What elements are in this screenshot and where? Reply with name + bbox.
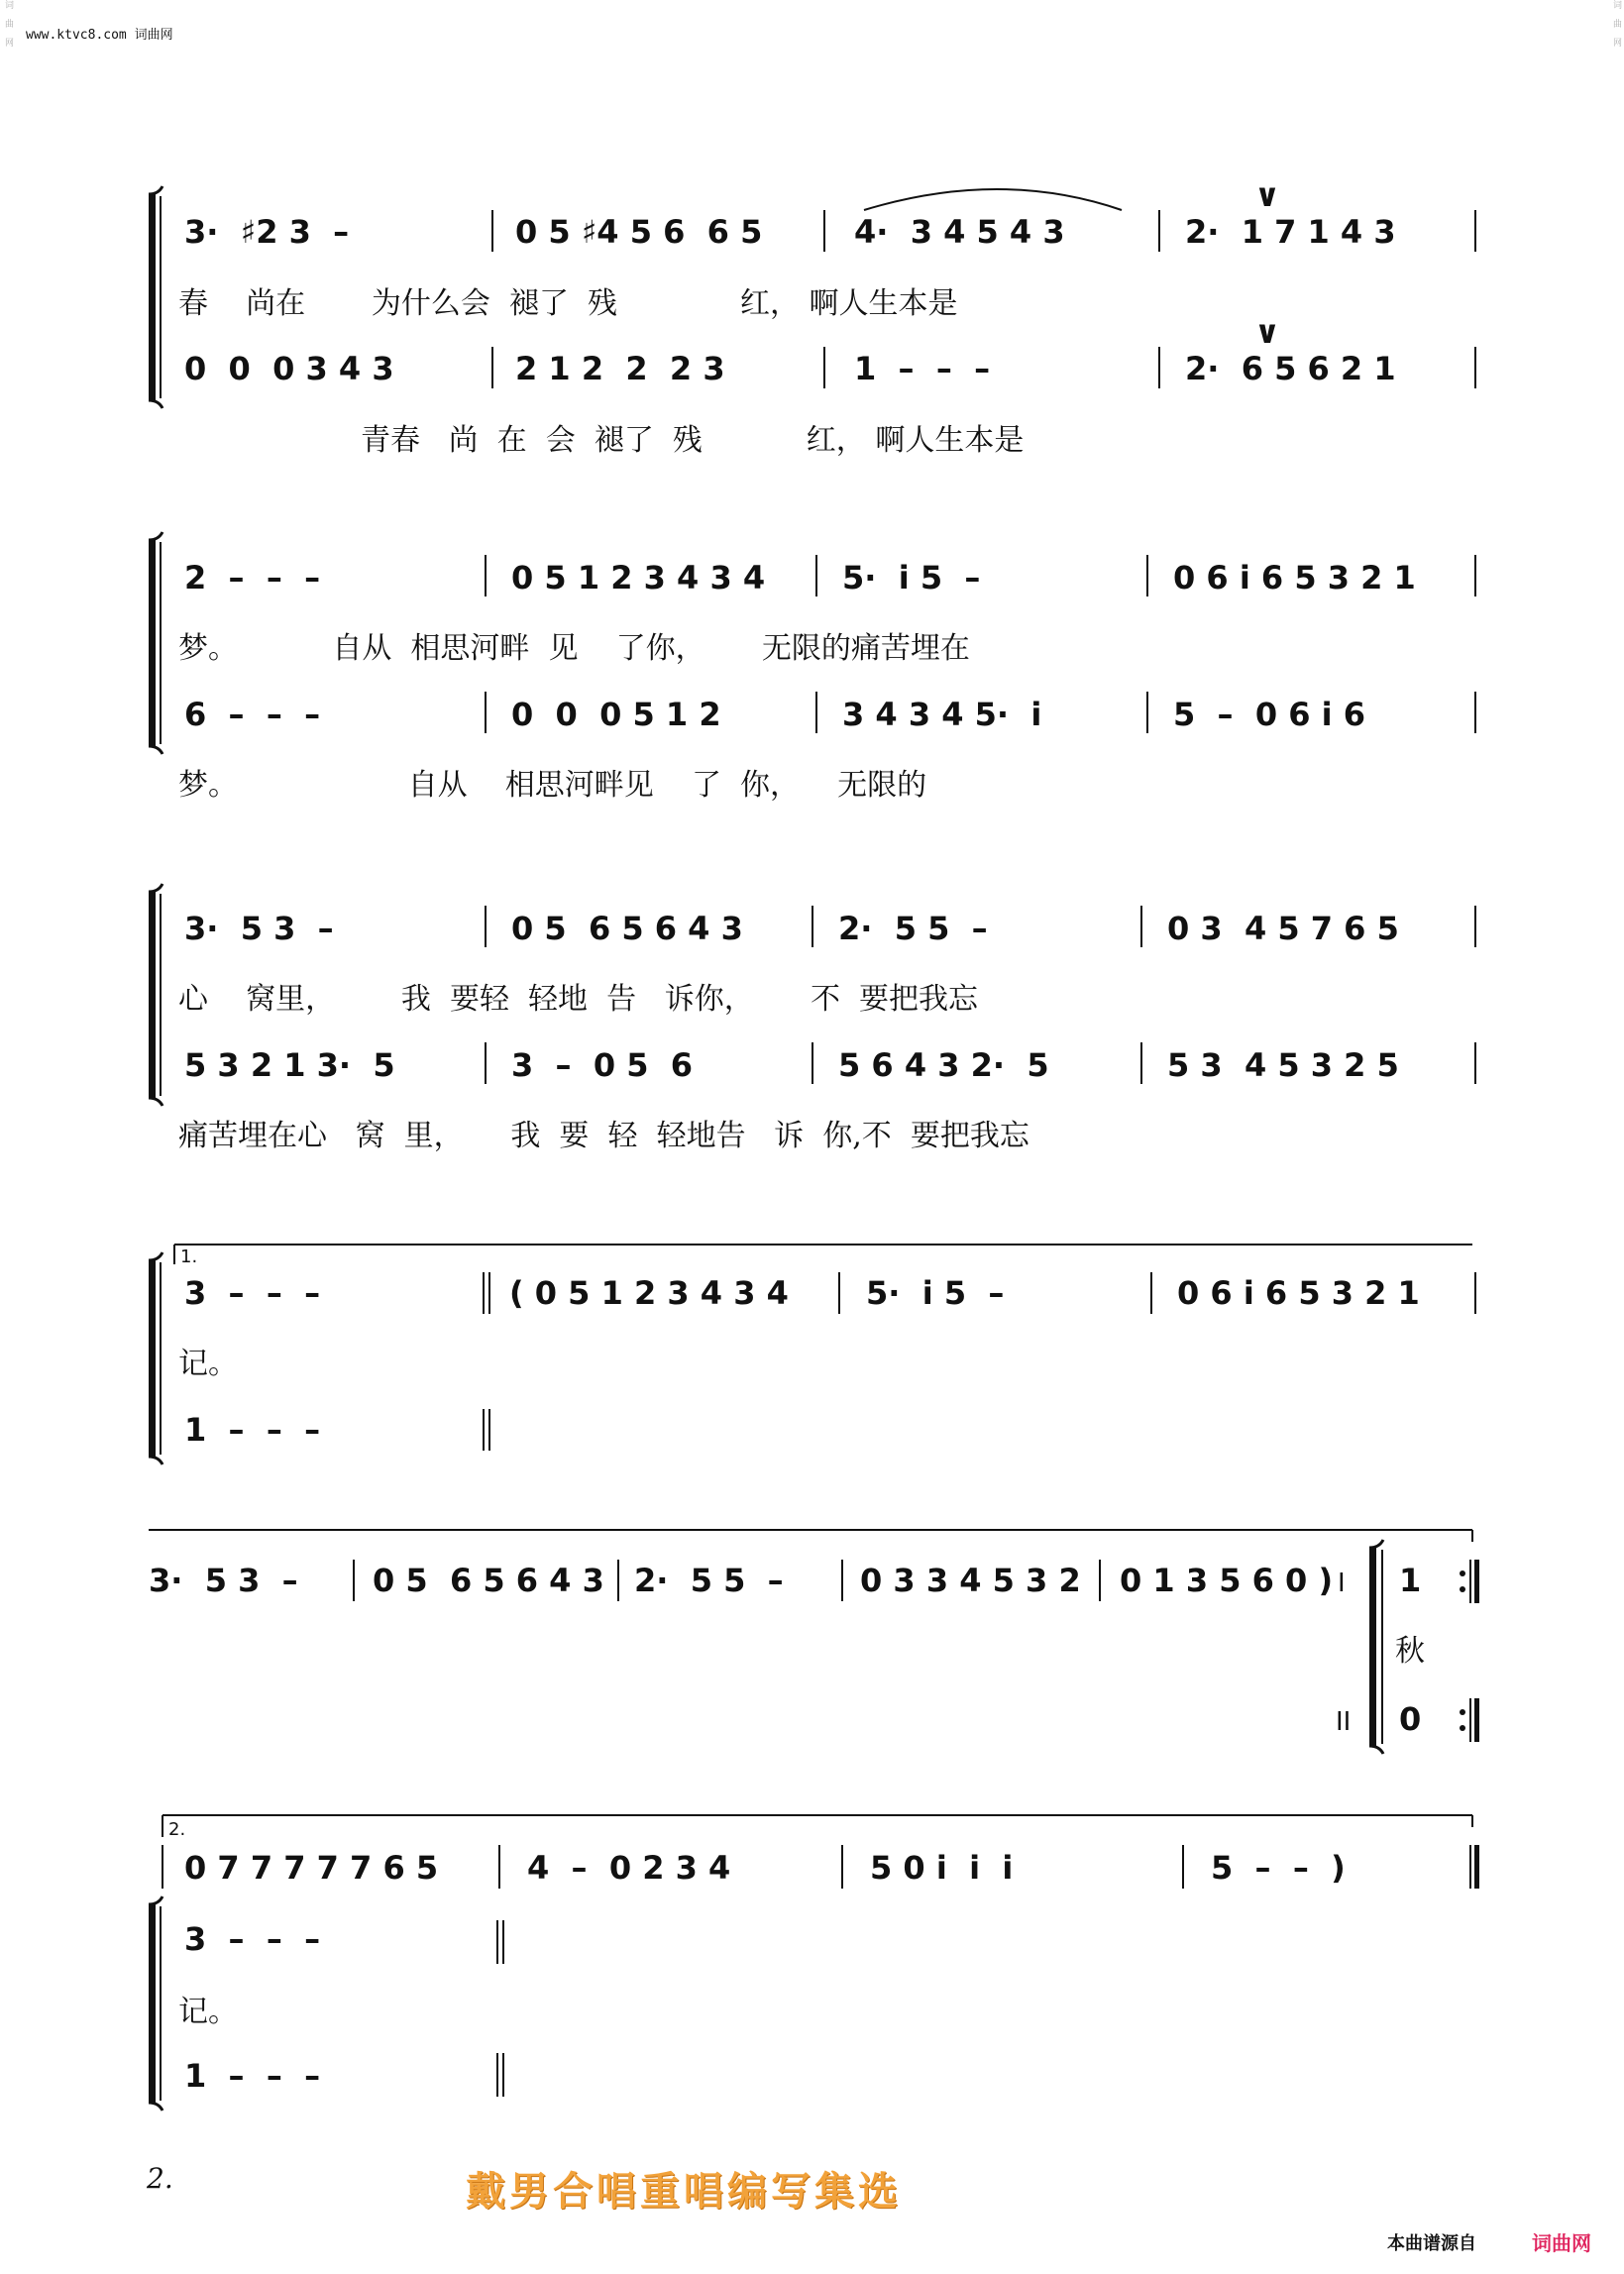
s2-upper-lyrics: 梦。 自从 相思河畔 见 了你， 无限的痛苦埋在 xyxy=(178,631,970,666)
svg-text:∨: ∨ xyxy=(1254,313,1280,351)
s3-upper-m4: 0 3 4 5 7 6 5 xyxy=(1167,910,1399,947)
s6-top-m2: 4 – 0 2 3 4 xyxy=(527,1849,731,1887)
s3-upper-m3: 2· 5 5 – xyxy=(838,910,988,947)
s3-upper-m1: 3· 5 3 – xyxy=(184,910,334,947)
system-3 xyxy=(149,884,1475,1153)
s4-upper-lyrics: 记。 xyxy=(178,1347,238,1381)
s2-lower-lyrics: 梦。 自从 相思河畔见 了 你， 无限的 xyxy=(178,768,927,803)
s2-lower-m4: 5 – 0 6 i 6 xyxy=(1173,696,1366,733)
book-title: 戴男合唱重唱编写集选 xyxy=(466,2169,902,2215)
part-label-2: II xyxy=(1336,1707,1352,1737)
s1-lower-lyrics: 青春 尚 在 会 褪了 残 红， 啊人生本是 xyxy=(361,423,1025,458)
s1-lower-m3: 1 – – – xyxy=(854,350,991,387)
ending-lyric: 秋 xyxy=(1395,1634,1425,1669)
source-brand-link[interactable]: 词曲网 xyxy=(1532,2231,1591,2255)
s1-upper-m4: 2· 1 7 1 4 3 xyxy=(1185,213,1396,251)
s1-upper-m1: 3· ♯2 3 – xyxy=(184,213,350,251)
s3-lower-m3: 5 6 4 3 2· 5 xyxy=(838,1046,1049,1084)
s3-upper-m2: 0 5 6 5 6 4 3 xyxy=(511,910,743,947)
s6-upper-m1: 3 – – – xyxy=(184,1920,321,1958)
system-5 xyxy=(149,1530,1479,1754)
s4-upper-m2: ( 0 5 1 2 3 4 3 4 xyxy=(509,1274,789,1312)
s2-lower-m1: 6 – – – xyxy=(184,696,321,733)
s3-upper-lyrics: 心 窝里， 我 要轻 轻地 告 诉你， 不 要把我忘 xyxy=(178,982,979,1017)
volta-1-label: 1. xyxy=(180,1246,198,1267)
watermark-left: 词曲网 xyxy=(3,0,13,56)
s3-lower-m4: 5 3 4 5 3 2 5 xyxy=(1167,1046,1399,1084)
s6-top-m3: 5 0 i i i xyxy=(870,1849,1014,1887)
s4-lower-m1: 1 – – – xyxy=(184,1411,321,1449)
s4-upper-m1: 3 – – – xyxy=(184,1274,321,1312)
s2-upper-m3: 5· i 5 – xyxy=(842,559,981,596)
source-text: 本曲谱源自 xyxy=(1387,2233,1476,2254)
s1-upper-m3: 4· 3 4 5 4 3 xyxy=(854,213,1065,251)
s2-lower-m3: 3 4 3 4 5· i xyxy=(842,696,1042,733)
ending-lower-note: 0 xyxy=(1399,1700,1422,1738)
s2-upper-m2: 0 5 1 2 3 4 3 4 xyxy=(511,559,766,596)
s4-upper-m3: 5· i 5 – xyxy=(866,1274,1005,1312)
s5-m1: 3· 5 3 – xyxy=(149,1562,298,1599)
s1-upper-m2: 0 5 ♯4 5 6 6 5 xyxy=(515,213,763,251)
s5-m3: 2· 5 5 – xyxy=(634,1562,784,1599)
system-1 xyxy=(149,176,1475,458)
ending-upper-note: 1 xyxy=(1399,1562,1422,1599)
page-number: 2. xyxy=(147,2162,173,2195)
s4-upper-m4: 0 6 i 6 5 3 2 1 xyxy=(1177,1274,1420,1312)
svg-text:∨: ∨ xyxy=(1254,176,1280,214)
s1-lower-m2: 2 1 2 2 2 3 xyxy=(515,350,725,387)
s1-lower-m4: 2· 6 5 6 2 1 xyxy=(1185,350,1396,387)
volta-2-label: 2. xyxy=(168,1819,186,1840)
part-label-1: I xyxy=(1338,1569,1346,1598)
s5-m2: 0 5 6 5 6 4 3 xyxy=(373,1562,604,1599)
s6-upper-lyrics: 记。 xyxy=(178,1995,238,2029)
s6-lower-m1: 1 – – – xyxy=(184,2057,321,2095)
s1-lower-m1: 0 0 0 3 4 3 xyxy=(184,350,394,387)
watermark-right: 词曲网 xyxy=(1611,0,1621,56)
s6-top-m4: 5 – – ) xyxy=(1211,1849,1346,1887)
system-2 xyxy=(149,532,1475,803)
s3-lower-m1: 5 3 2 1 3· 5 xyxy=(184,1046,395,1084)
s3-lower-m2: 3 – 0 5 6 xyxy=(511,1046,694,1084)
s6-top-m1: 0 7 7 7 7 7 6 5 xyxy=(184,1849,439,1887)
s3-lower-lyrics: 痛苦埋在心 窝 里， 我 要 轻 轻地告 诉 你,不 要把我忘 xyxy=(178,1119,1029,1153)
s2-upper-m1: 2 – – – xyxy=(184,559,321,596)
system-4 xyxy=(149,1245,1475,1464)
s5-m5: 0 1 3 5 6 0 ) xyxy=(1120,1562,1334,1599)
header-url: www.ktvc8.com 词曲网 xyxy=(26,28,173,43)
s5-m4: 0 3 3 4 5 3 2 xyxy=(860,1562,1081,1599)
system-6 xyxy=(149,1815,1479,2111)
s2-lower-m2: 0 0 0 5 1 2 xyxy=(511,696,721,733)
s1-upper-lyrics: 春 尚在 为什么会 褪了 残 红， 啊人生本是 xyxy=(178,286,958,321)
s2-upper-m4: 0 6 i 6 5 3 2 1 xyxy=(1173,559,1416,596)
